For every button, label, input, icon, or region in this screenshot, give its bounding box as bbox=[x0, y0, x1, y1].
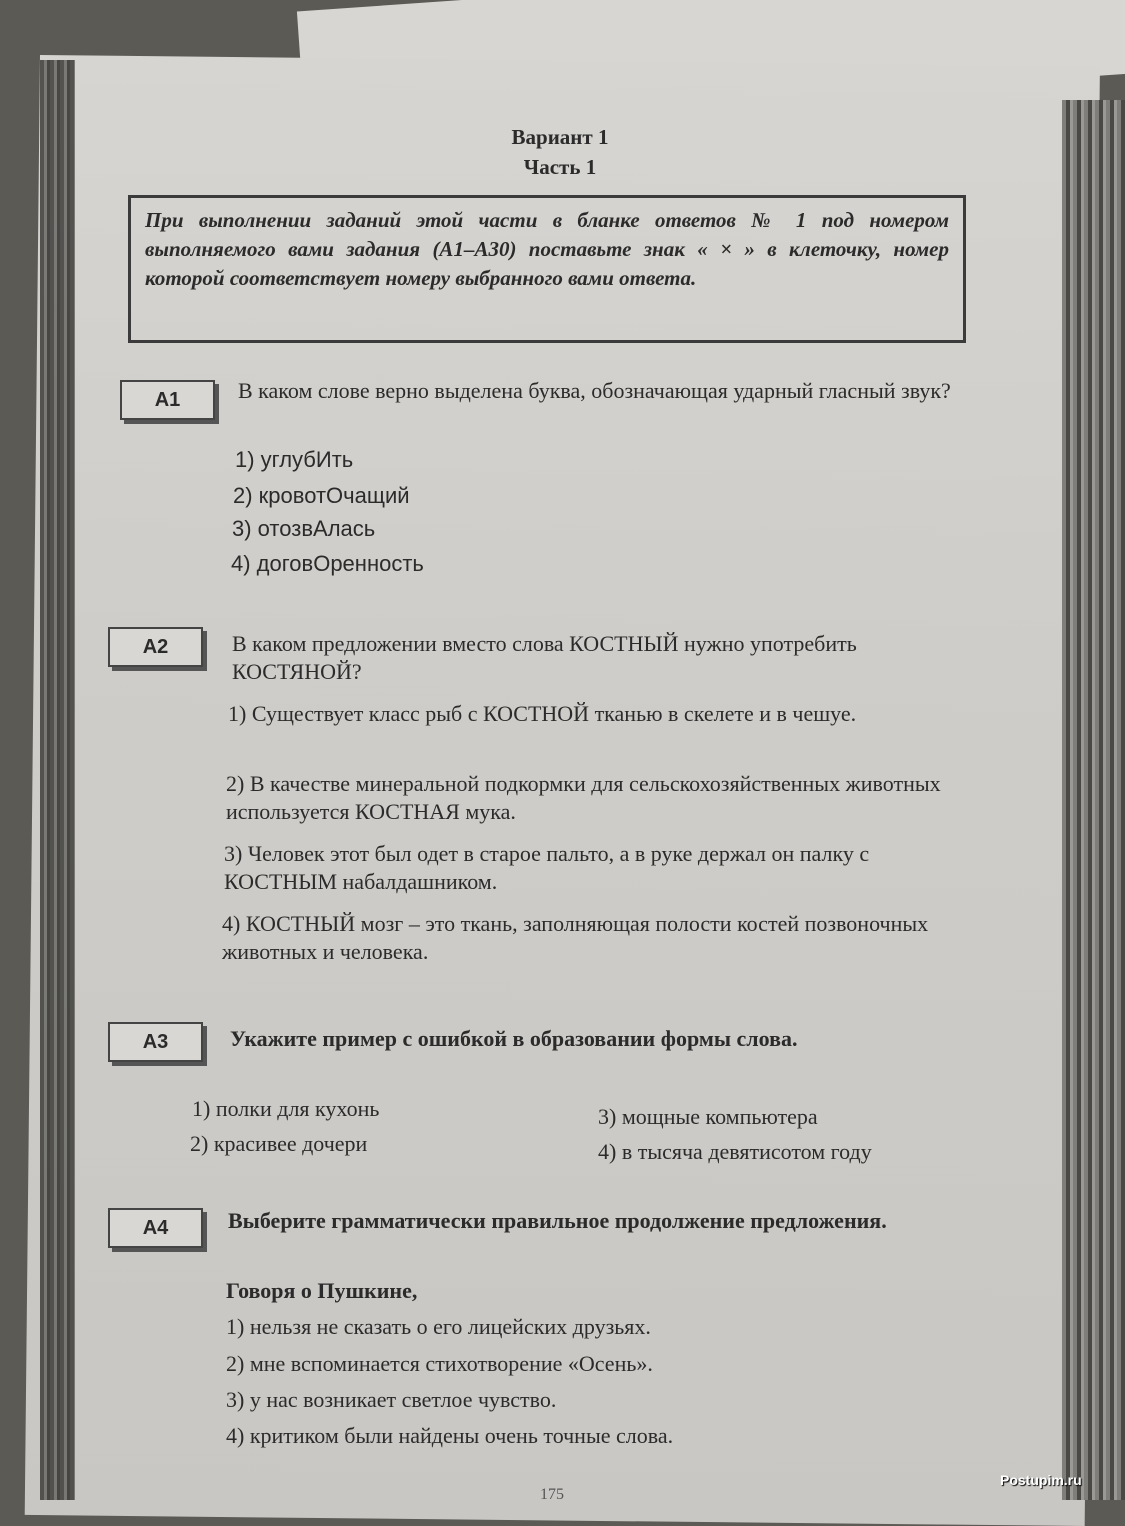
instructions-box: При выполнении заданий этой части в бланке ответов № 1 под номером выполняемого вами задания (А1–А30) поставьте знак « × » в клеточку, номер которой соответствует номеру выбранного вами ответа. bbox=[128, 195, 966, 343]
variant-title: Вариант 1 bbox=[511, 125, 609, 149]
a4-option-1: 1) нельзя не сказать о его лицейских друзьях. bbox=[226, 1314, 651, 1339]
a3-option-3: 3) мощные компьютера bbox=[598, 1104, 818, 1129]
question-tag-a2: A2 bbox=[108, 627, 203, 667]
a1-option-3: 3) отозвАлась bbox=[232, 516, 376, 541]
a3-option-2: 2) красивее дочери bbox=[190, 1131, 368, 1156]
question-a3-text: Укажите пример с ошибкой в образовании формы слова. bbox=[230, 1026, 798, 1051]
a2-option-1: 1) Существует класс рыб с КОСТНОЙ тканью в скелете и в чешуе. bbox=[228, 701, 857, 726]
a2-option-4: 4) КОСТНЫЙ мозг – это ткань, заполняющая полости костей позвоночных животных и человека. bbox=[222, 911, 929, 964]
question-a1-text: В каком слове верно выделена буква, обозначающая ударный гласный звук? bbox=[238, 378, 951, 403]
question-tag-a4: A4 bbox=[108, 1208, 203, 1248]
a2-option-2: 2) В качестве минеральной подкормки для сельскохозяйственных животных используется КОСТНАЯ мука. bbox=[226, 771, 941, 824]
a3-option-4: 4) в тысяча девятисотом году bbox=[598, 1139, 872, 1164]
question-a2-text: В каком предложении вместо слова КОСТНЫЙ нужно употребить КОСТЯНОЙ? bbox=[232, 631, 857, 684]
question-tag-a3: A3 bbox=[108, 1022, 203, 1062]
a4-lead-phrase: Говоря о Пушкине, bbox=[226, 1278, 418, 1303]
part-title: Часть 1 bbox=[523, 155, 597, 179]
a4-option-3: 3) у нас возникает светлое чувство. bbox=[226, 1387, 557, 1412]
a4-option-4: 4) критиком были найдены очень точные слова. bbox=[226, 1423, 674, 1448]
a3-option-1: 1) полки для кухонь bbox=[192, 1096, 380, 1121]
a4-option-2: 2) мне вспоминается стихотворение «Осень». bbox=[226, 1351, 653, 1376]
question-a4-text: Выберите грамматически правильное продолжение предложения. bbox=[228, 1208, 887, 1233]
a1-option-1: 1) углубИть bbox=[235, 447, 354, 472]
page-number: 175 bbox=[540, 1486, 564, 1503]
a2-option-3: 3) Человек этот был одет в старое пальто, а в руке держал он палку с КОСТНЫМ набалдашником. bbox=[224, 841, 870, 894]
watermark-text: Postupim.ru bbox=[1000, 1472, 1082, 1488]
a1-option-4: 4) договОренность bbox=[231, 551, 424, 576]
a1-option-2: 2) кровотОчащий bbox=[233, 483, 410, 508]
question-tag-a1: A1 bbox=[120, 380, 215, 420]
